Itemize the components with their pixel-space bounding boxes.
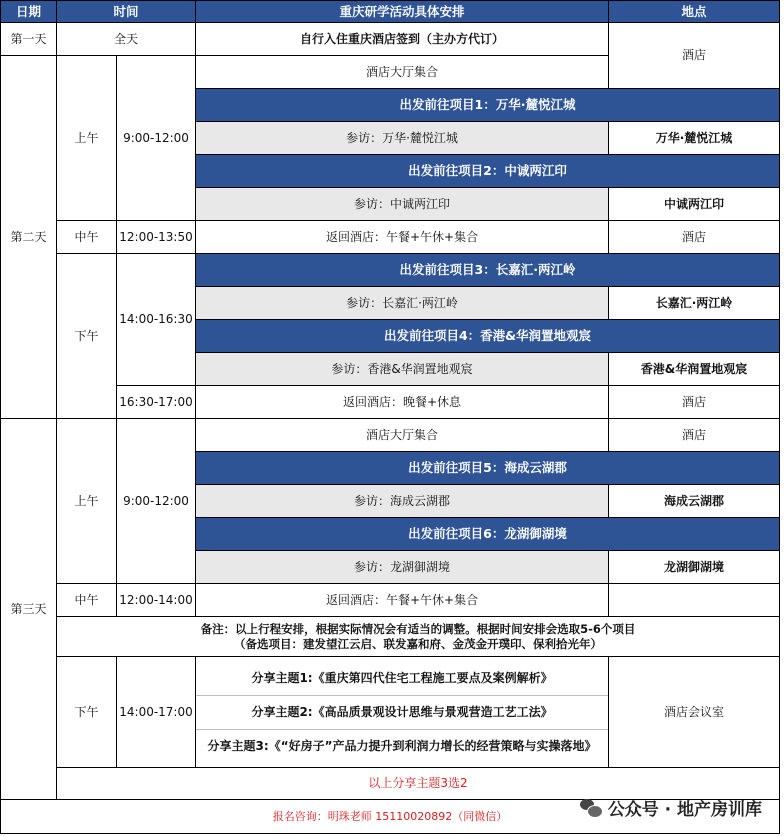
day3-topics: [196, 657, 609, 768]
day2-return: 返回酒店：晚餐+休息: [196, 386, 609, 419]
day3-note: [57, 617, 780, 657]
day2-afternoon-period: 下午: [57, 254, 117, 419]
day2-loc4: 香港&华润置地观宸: [609, 353, 780, 386]
day2-afternoon-time2: 16:30-17:00: [117, 386, 196, 419]
day2-loc3: 长嘉汇·两江岭: [609, 287, 780, 320]
day2-noon-period: 中午: [57, 221, 117, 254]
day2-gather: 酒店大厅集合: [196, 56, 609, 89]
day2-morning-time: 9:00-12:00: [117, 56, 196, 221]
day2-return-location: 酒店: [609, 386, 780, 419]
day3-morning-period: 上午: [57, 419, 117, 584]
topic-1: 分享主题1:《重庆第四代住宅工程施工要点及案例解析》: [196, 662, 608, 696]
day3-noon-time: 12:00-14:00: [117, 584, 196, 617]
day3-label: 第三天: [1, 419, 57, 800]
header-location: 地点: [609, 1, 780, 23]
day2-depart3: 出发前往项目3：长嘉汇·两江岭: [196, 254, 780, 287]
day2-depart4: 出发前往项目4：香港&华润置地观宸: [196, 320, 780, 353]
day2-noon-location: 酒店: [609, 221, 780, 254]
day2-depart1: 出发前往项目1：万华·麓悦江城: [196, 89, 780, 122]
day2-visit2: 参访：中诚两江印: [196, 188, 609, 221]
brand-text: 公众号 · 地产房训库: [607, 800, 762, 820]
day2-visit1: 参访：万华·麓悦江城: [196, 122, 609, 155]
day2-loc2: 中诚两江印: [609, 188, 780, 221]
day3-morning-time: 9:00-12:00: [117, 419, 196, 584]
note-line-2: （备选项目：建发望江云启、联发嘉和府、金茂金开璞印、保利拾光年）: [234, 636, 602, 651]
day3-depart5: 出发前往项目5：海成云湖郡: [196, 452, 780, 485]
day2-visit4: 参访：香港&华润置地观宸: [196, 353, 609, 386]
brand-watermark: [580, 795, 762, 820]
header-date: 日期: [1, 1, 57, 23]
topic-choice-note: 以上分享主题3选2: [57, 768, 780, 800]
day3-noon-period: 中午: [57, 584, 117, 617]
day2-noon-activity: 返回酒店：午餐+午休+集合: [196, 221, 609, 254]
wechat-icon: [580, 799, 602, 817]
day3-gather: 酒店大厅集合: [196, 419, 609, 452]
day2-visit3: 参访：长嘉汇·两江岭: [196, 287, 609, 320]
day3-afternoon-time: 14:00-17:00: [117, 657, 196, 768]
day3-depart6: 出发前往项目6：龙湖御湖境: [196, 518, 780, 551]
day2-depart2: 出发前往项目2：中诚两江印: [196, 155, 780, 188]
note-line-1: 备注：以上行程安排，根据实际情况会有适当的调整。根据时间安排会选取5-6个项目: [200, 621, 636, 636]
day1-location: 酒店: [609, 23, 780, 89]
day2-label: 第二天: [1, 56, 57, 419]
topic-3: 分享主题3:《“好房子”产品力提升到利润力增长的经营策略与实操落地》: [207, 738, 597, 753]
day2-morning-period: 上午: [57, 56, 117, 221]
day3-gather-location: 酒店: [609, 419, 780, 452]
day3-noon-location: [609, 584, 780, 617]
day2-noon-time: 12:00-13:50: [117, 221, 196, 254]
day1-activity: 自行入住重庆酒店签到（主办方代订）: [196, 23, 609, 56]
day1-label: 第一天: [1, 23, 57, 56]
day3-loc6: 龙湖御湖境: [609, 551, 780, 584]
contact-info: 报名咨询：明珠老师 15110020892（同微信）: [1, 800, 780, 834]
header-time: 时间: [57, 1, 196, 23]
day3-loc5: 海成云湖郡: [609, 485, 780, 518]
day1-time: 全天: [57, 23, 196, 56]
topic-2: 分享主题2:《高品质景观设计思维与景观营造工艺工法》: [196, 696, 608, 730]
day2-loc1: 万华·麓悦江城: [609, 122, 780, 155]
day3-visit6: 参访：龙湖御湖境: [196, 551, 609, 584]
day3-afternoon-period: 下午: [57, 657, 117, 768]
day3-visit5: 参访：海成云湖郡: [196, 485, 609, 518]
day3-noon-activity: 返回酒店：午餐+午休+集合: [196, 584, 609, 617]
day3-afternoon-location: 酒店会议室: [609, 657, 780, 768]
day2-afternoon-time: 14:00-16:30: [117, 254, 196, 386]
header-arrangement: 重庆研学活动具体安排: [196, 1, 609, 23]
